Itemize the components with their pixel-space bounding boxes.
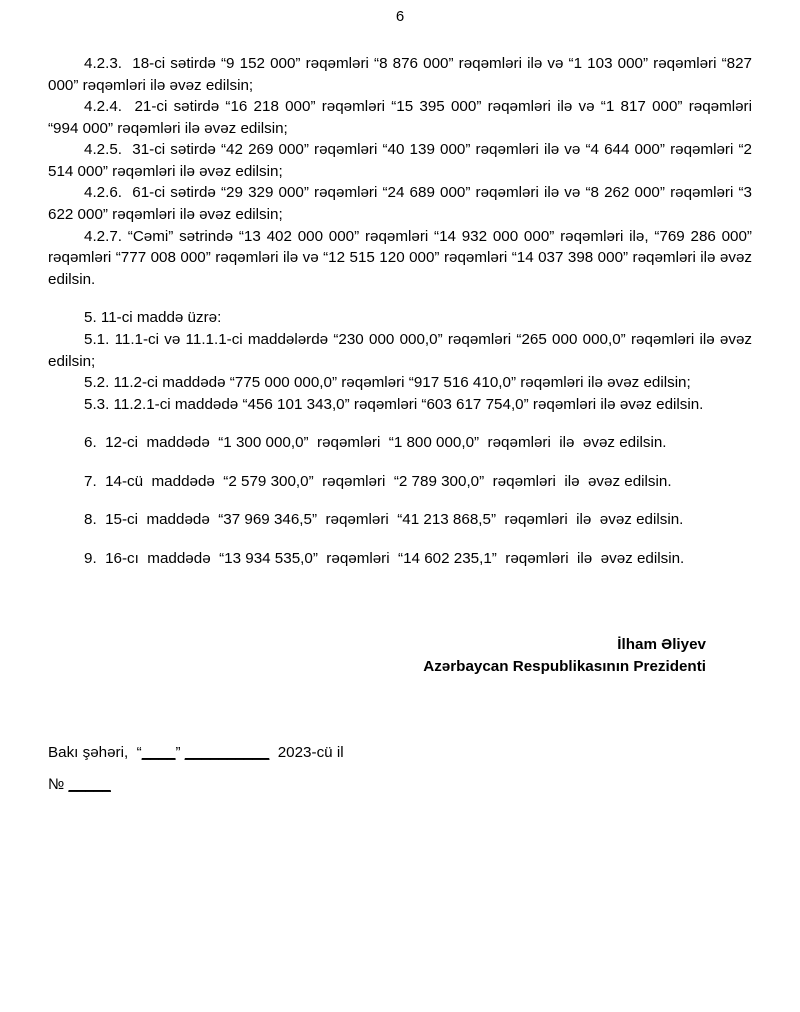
paragraph-5-2: 5.2. 11.2-ci maddədə “775 000 000,0” rəqəmləri “917 516 410,0” rəqəmləri ilə əvəz edilsin; bbox=[84, 374, 691, 392]
paragraph-6: 6. 12-ci maddədə “1 300 000,0” rəqəmləri “1 800 000,0” rəqəmləri ilə əvəz edilsin. bbox=[84, 434, 667, 452]
city-label: Bakı şəhəri, bbox=[48, 744, 129, 762]
month-blank: __________ bbox=[184, 744, 270, 762]
spacer bbox=[48, 531, 752, 548]
signature-name: İlham Əliyev bbox=[617, 635, 706, 653]
number-blank: _____ bbox=[68, 776, 111, 794]
paragraph-8: 8. 15-ci maddədə “37 969 346,5” rəqəmləri “41 213 868,5” rəqəmləri ilə əvəz edilsin. bbox=[84, 511, 684, 529]
paragraph-4-2-7: 4.2.7. “Cəmi” sətrində “13 402 000 000” rəqəmləri “14 932 000 000” rəqəmləri ilə, “769 286 000” rəqəmləri “777 008 000” rəqəmləri ilə və “12 515 120 000” rəqəmləri “14 037 398 000” rəqəmləri ilə əvəz edilsin. bbox=[48, 227, 757, 288]
paragraph-5: 5. 11-ci maddə üzrə: bbox=[84, 309, 222, 327]
paragraph-4-2-4: 4.2.4. 21-ci sətirdə “16 218 000” rəqəmləri “15 395 000” rəqəmləri ilə və “1 817 000” rəqəmləri “994 000” rəqəmləri ilə əvəz edilsin; bbox=[48, 98, 757, 137]
footer-number-line bbox=[48, 769, 752, 801]
paragraph-4-2-3: 4.2.3. 18-ci sətirdə “9 152 000” rəqəmləri “8 876 000” rəqəmləri ilə və “1 103 000” rəqəmləri “827 000” rəqəmləri ilə əvəz edilsin; bbox=[48, 55, 757, 94]
day-blank: ____ bbox=[141, 744, 176, 762]
spacer bbox=[48, 454, 752, 471]
year-label: 2023-cü il bbox=[277, 744, 344, 762]
signature-block bbox=[48, 634, 752, 680]
paragraph-5-1: 5.1. 11.1-ci və 11.1.1-ci maddələrdə “230 000 000,0” rəqəmləri “265 000 000,0” rəqəmləri ilə əvəz edilsin; bbox=[48, 330, 757, 370]
spacer bbox=[48, 290, 752, 307]
spacer bbox=[48, 492, 752, 509]
document-footer bbox=[48, 737, 752, 801]
paragraph-7: 7. 14-cü maddədə “2 579 300,0” rəqəmləri “2 789 300,0” rəqəmləri ilə əvəz edilsin. bbox=[84, 472, 672, 490]
paragraph-9: 9. 16-cı maddədə “13 934 535,0” rəqəmləri “14 602 235,1” rəqəmləri ilə əvəz edilsin. bbox=[84, 549, 685, 567]
footer-place-date-line: Bakı şəhəri, “____” __________ 2023-cü il bbox=[48, 744, 344, 762]
paragraph-4-2-5: 4.2.5. 31-ci sətirdə “42 269 000” rəqəmləri “40 139 000” rəqəmləri ilə və “4 644 000” rəqəmləri “2 514 000” rəqəmləri ilə əvəz edilsin; bbox=[48, 141, 757, 180]
spacer bbox=[48, 415, 752, 432]
number-label: № bbox=[48, 776, 65, 794]
signature-title: Azərbaycan Respublikasının Prezidenti bbox=[423, 658, 706, 676]
paragraph-4-2-6: 4.2.6. 61-ci sətirdə “29 329 000” rəqəmləri “24 689 000” rəqəmləri ilə və “8 262 000” rəqəmləri “3 622 000” rəqəmləri ilə əvəz edilsin; bbox=[48, 184, 757, 224]
page-number: 6 bbox=[395, 8, 405, 25]
paragraph-5-3: 5.3. 11.2.1-ci maddədə “456 101 343,0” rəqəmləri “603 617 754,0” rəqəmləri ilə əvəz edilsin. bbox=[84, 395, 704, 413]
